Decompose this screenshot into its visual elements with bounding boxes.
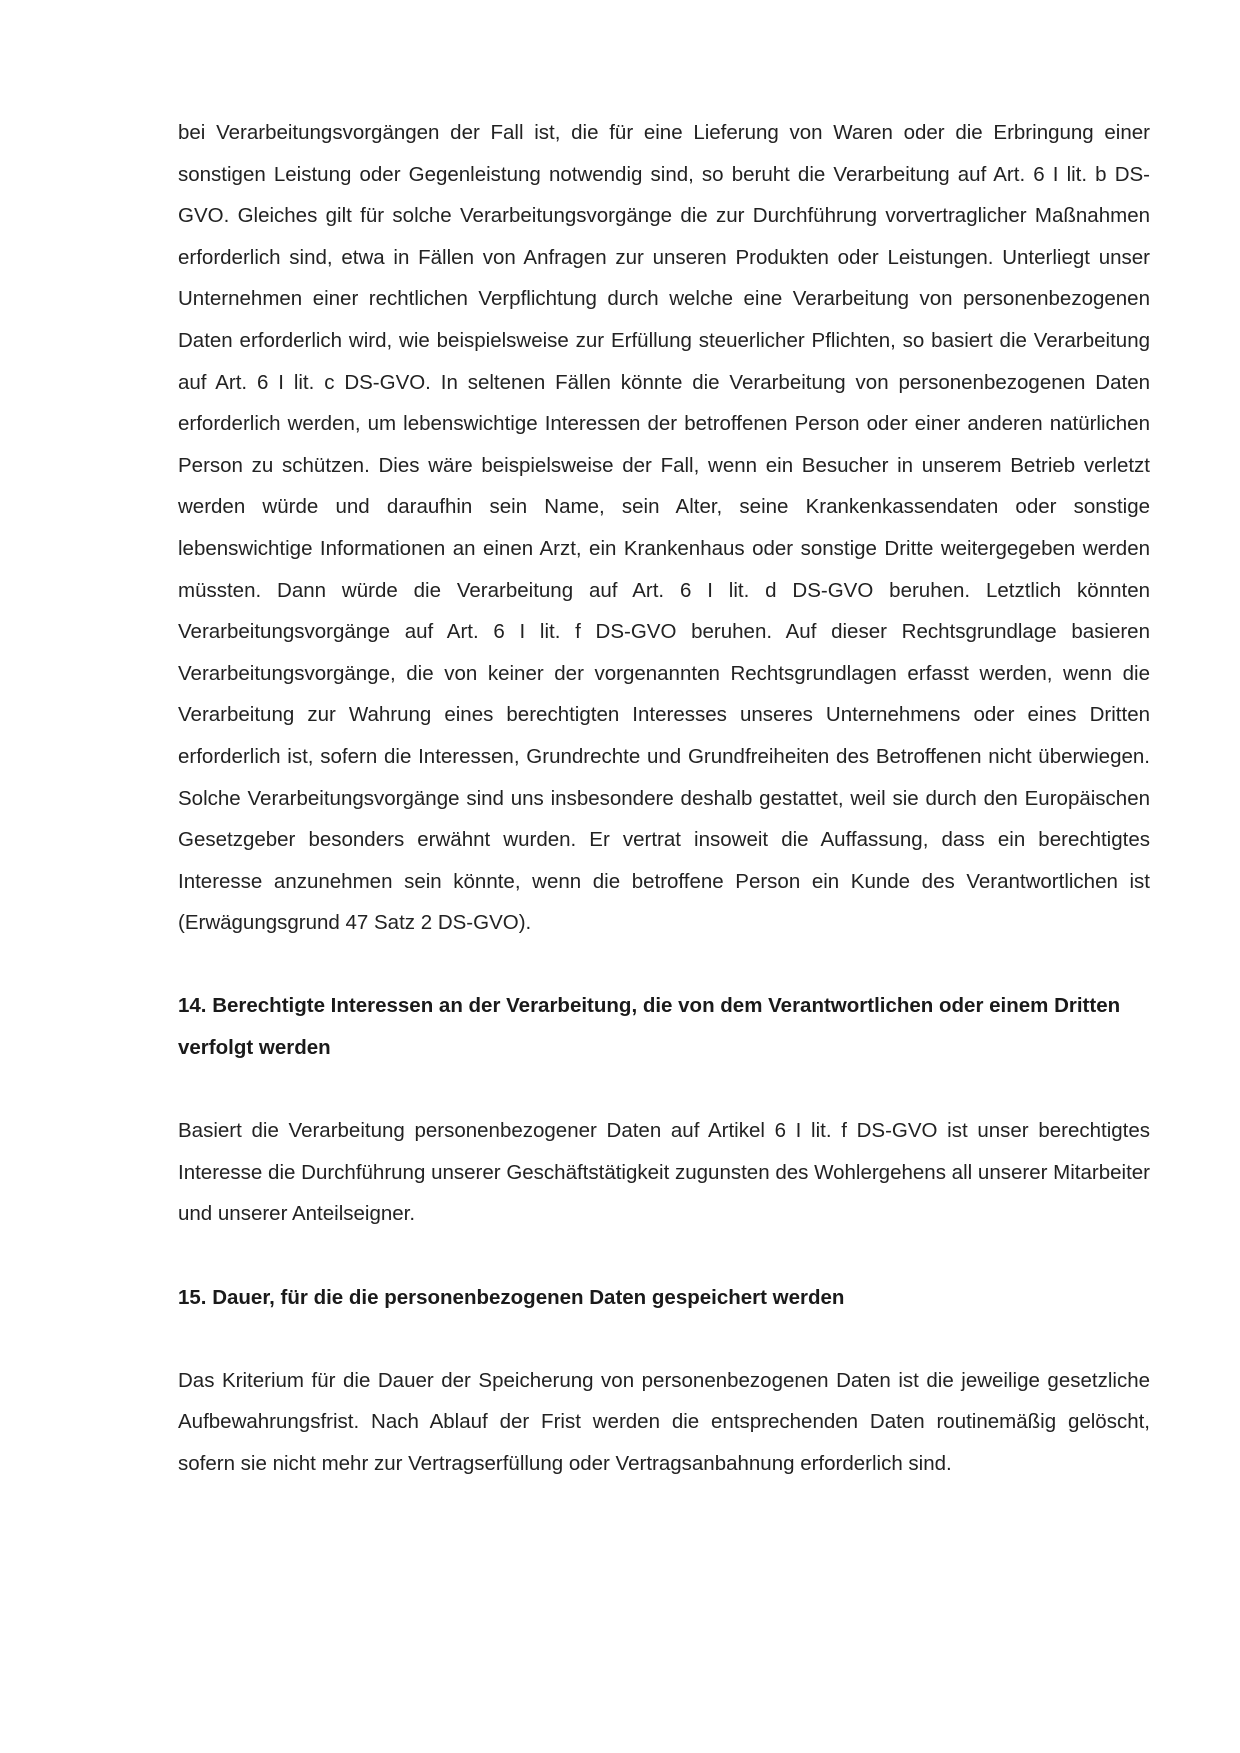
paragraph-legitimate-interests: Basiert die Verarbeitung personenbezogener Daten auf Artikel 6 I lit. f DS-GVO ist unser berechtigtes Interesse die Durchführung unserer Geschäftstätigkeit zugunsten des Wohlergehens all unserer Mitarbeiter und unserer Anteilseigner.	[178, 1119, 1150, 1226]
section-heading-14: 14. Berechtigte Interessen an der Verarbeitung, die von dem Verantwortlichen oder einem Dritten verfolgt werden	[178, 994, 1121, 1060]
spacer	[178, 1069, 1150, 1111]
section-heading-15: 15. Dauer, für die die personenbezogenen Daten gespeichert werden	[178, 1285, 845, 1309]
spacer	[178, 944, 1150, 986]
document-page	[178, 112, 1150, 1485]
paragraph-legal-bases-continued: bei Verarbeitungsvorgängen der Fall ist, die für eine Lieferung von Waren oder die Erbringung einer sonstigen Leistung oder Gegenleistung notwendig sind, so beruht die Verarbeitung auf Art. 6 I lit. b DS-GVO. Gleiches gilt für solche Verarbeitungsvorgänge die zur Durchführung vorvertraglicher Maßnahmen erforderlich sind, etwa in Fällen von Anfragen zur unseren Produkten oder Leistungen. Unterliegt unser Unternehmen einer rechtlichen Verpflichtung durch welche eine Verarbeitung von personenbezogenen Daten erforderlich wird, wie beispielsweise zur Erfüllung steuerlicher Pflichten, so basiert die Verarbeitung auf Art. 6 I lit. c DS-GVO. In seltenen Fällen könnte die Verarbeitung von personenbezogenen Daten erforderlich werden, um lebenswichtige Interessen der betroffenen Person oder einer anderen natürlichen Person zu schützen. Dies wäre beispielsweise der Fall, wenn ein Besucher in unserem Betrieb verletzt werden würde und daraufhin sein Name, sein Alter, seine Krankenkassendaten oder sonstige lebenswichtige Informationen an einen Arzt, ein Krankenhaus oder sonstige Dritte weitergegeben werden müssten. Dann würde die Verarbeitung auf Art. 6 I lit. d DS-GVO beruhen. Letztlich könnten Verarbeitungsvorgänge auf Art. 6 I lit. f DS-GVO beruhen. Auf dieser Rechtsgrundlage basieren Verarbeitungsvorgänge, die von keiner der vorgenannten Rechtsgrundlagen erfasst werden, wenn die Verarbeitung zur Wahrung eines berechtigten Interesses unseres Unternehmens oder eines Dritten erforderlich ist, sofern die Interessen, Grundrechte und Grundfreiheiten des Betroffenen nicht überwiegen. Solche Verarbeitungsvorgänge sind uns insbesondere deshalb gestattet, weil sie durch den Europäischen Gesetzgeber besonders erwähnt wurden. Er vertrat insoweit die Auffassung, dass ein berechtigtes Interesse anzunehmen sein könnte, wenn die betroffene Person ein Kunde des Verantwortlichen ist (Erwägungsgrund 47 Satz 2 DS-GVO).	[178, 121, 1150, 935]
spacer	[178, 1318, 1150, 1360]
spacer	[178, 1235, 1150, 1277]
paragraph-storage-duration: Das Kriterium für die Dauer der Speicherung von personenbezogenen Daten ist die jeweilige gesetzliche Aufbewahrungsfrist. Nach Ablauf der Frist werden die entsprechenden Daten routinemäßig gelöscht, sofern sie nicht mehr zur Vertragserfüllung oder Vertragsanbahnung erforderlich sind.	[178, 1368, 1150, 1475]
